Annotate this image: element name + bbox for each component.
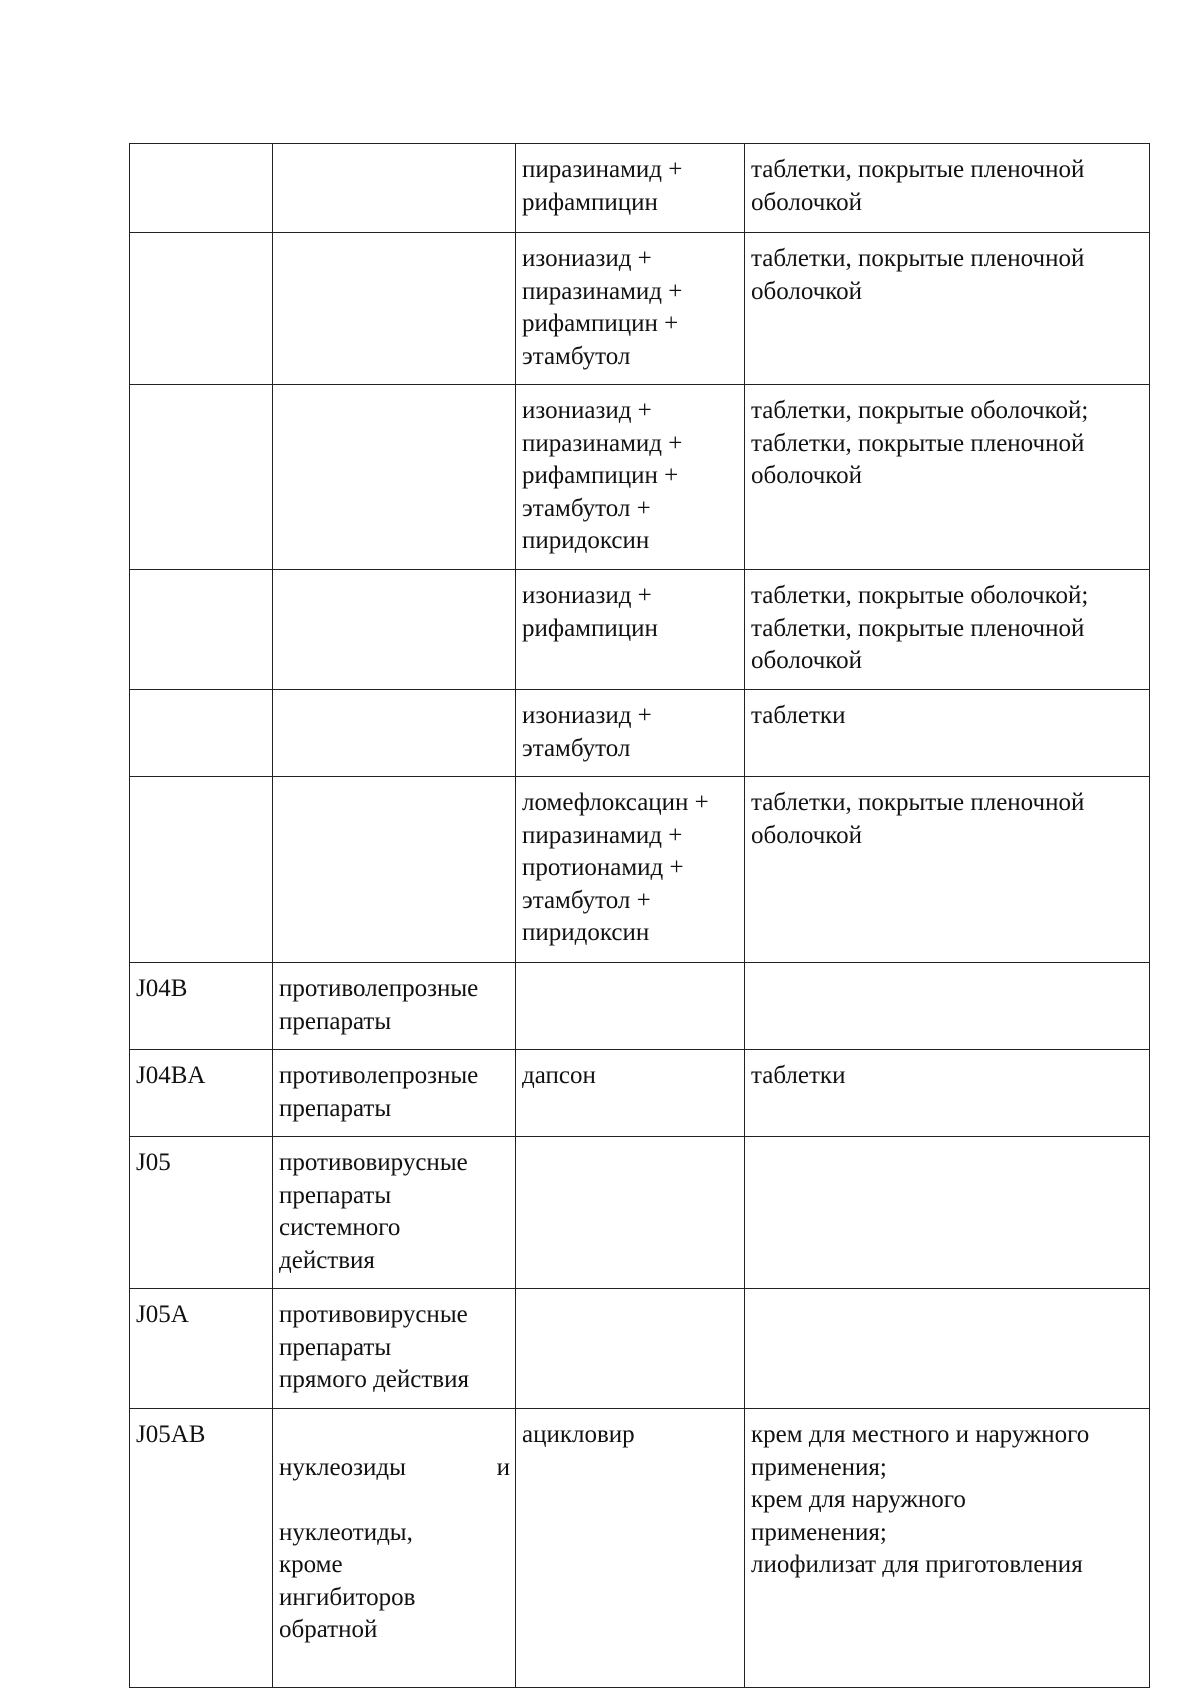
dosage-form-cell: крем для местного и наружного применения; крем для наружного применения; лиофилизат для приготовления [745, 1409, 1150, 1688]
dosage-form-cell: таблетки, покрытые пленочной оболочкой [745, 144, 1150, 233]
drug-name-cell: изониазид + пиразинамид + рифампицин + этамбутол [516, 233, 745, 385]
group-name-cell [273, 690, 516, 777]
atc-code-cell: J05 [130, 1137, 273, 1289]
atc-code-cell [130, 777, 273, 963]
table-row [130, 1409, 1150, 1688]
atc-code-cell: J04BA [130, 1050, 273, 1137]
drug-name-cell: ломефлоксацин + пиразинамид + протионамид + этамбутол + пиридоксин [516, 777, 745, 963]
group-name-cell [273, 385, 516, 570]
atc-code-cell [130, 570, 273, 690]
atc-code-cell: J05AB [130, 1409, 273, 1688]
drug-name-cell: изониазид + рифампицин [516, 570, 745, 690]
drug-name-cell: изониазид + этамбутол [516, 690, 745, 777]
atc-code-cell [130, 690, 273, 777]
group-name-cell [273, 144, 516, 233]
dosage-form-cell: таблетки, покрытые пленочной оболочкой [745, 233, 1150, 385]
drug-name-cell: пиразинамид + рифампицин [516, 144, 745, 233]
table-row [130, 690, 1150, 777]
group-name-rest: нуклеотиды, кроме ингибиторов обратной [279, 1518, 416, 1643]
dosage-form-cell [745, 963, 1150, 1050]
group-name-word: нуклеозиды [279, 1453, 406, 1481]
dosage-form-cell: таблетки [745, 1050, 1150, 1137]
dosage-form-cell: таблетки, покрытые оболочкой; таблетки, покрытые пленочной оболочкой [745, 385, 1150, 570]
table-row [130, 1137, 1150, 1289]
dosage-form-cell: таблетки, покрытые оболочкой; таблетки, покрытые пленочной оболочкой [745, 570, 1150, 690]
medication-table [129, 143, 1150, 1688]
dosage-form-cell [745, 1289, 1150, 1409]
atc-code-cell: J04B [130, 963, 273, 1050]
drug-name-cell [516, 963, 745, 1050]
dosage-form-cell: таблетки, покрытые пленочной оболочкой [745, 777, 1150, 963]
table-row [130, 777, 1150, 963]
drug-name-cell: изониазид + пиразинамид + рифампицин + этамбутол + пиридоксин [516, 385, 745, 570]
group-name-cell [273, 777, 516, 963]
table-row [130, 570, 1150, 690]
atc-code-cell [130, 385, 273, 570]
table-row [130, 1050, 1150, 1137]
atc-code-cell [130, 233, 273, 385]
dosage-form-cell: таблетки [745, 690, 1150, 777]
group-name-cell [273, 1409, 516, 1688]
atc-code-cell: J05A [130, 1289, 273, 1409]
group-name-cell [273, 233, 516, 385]
group-name-cell [273, 570, 516, 690]
drug-name-cell [516, 1289, 745, 1409]
table-row [130, 385, 1150, 570]
drug-name-cell: дапсон [516, 1050, 745, 1137]
atc-code-cell [130, 144, 273, 233]
table-row [130, 233, 1150, 385]
table-row [130, 1289, 1150, 1409]
table-row [130, 144, 1150, 233]
group-name-first-line [279, 1452, 510, 1485]
table-row [130, 963, 1150, 1050]
dosage-form-cell [745, 1137, 1150, 1289]
group-name-cell: противолепрозные препараты [273, 1050, 516, 1137]
drug-name-cell [516, 1137, 745, 1289]
group-name-cell: противовирусные препараты прямого действия [273, 1289, 516, 1409]
group-name-cell: противолепрозные препараты [273, 963, 516, 1050]
group-name-cell: противовирусные препараты системного действия [273, 1137, 516, 1289]
group-name-conjunction: и [496, 1453, 510, 1481]
drug-name-cell: ацикловир [516, 1409, 745, 1688]
